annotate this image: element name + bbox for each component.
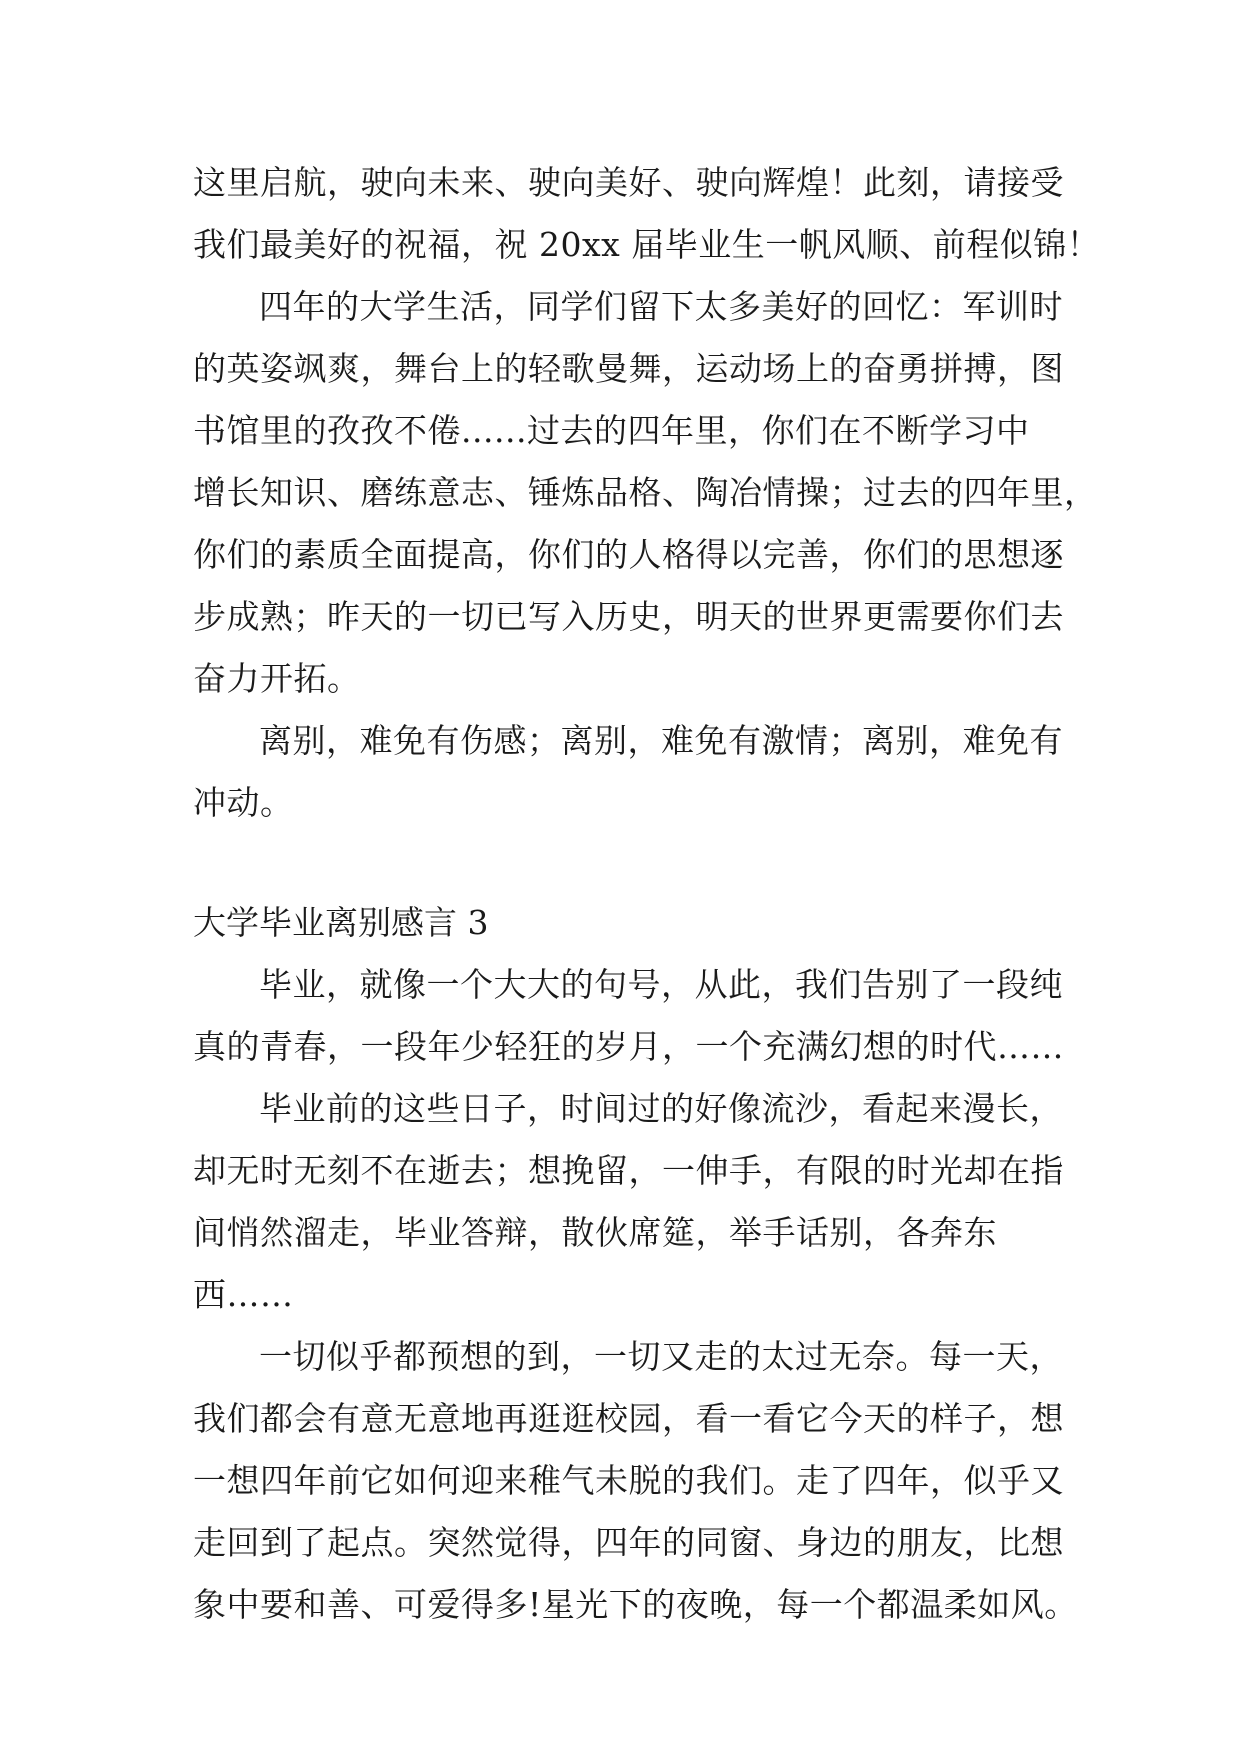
section-heading: 大学毕业离别感言 3 (193, 903, 489, 942)
section-spacer (193, 834, 1073, 892)
text-line: 走回到了起点。突然觉得，四年的同窗、身边的朋友，比想 (193, 1523, 1064, 1562)
text-line: 冲动。 (193, 783, 294, 822)
text-line: 一切似乎都预想的到，一切又走的太过无奈。每一天， (259, 1337, 1063, 1376)
text-line: 一想四年前它如何迎来稚气未脱的我们。走了四年，似乎又 (193, 1461, 1064, 1500)
text-line: 西…… (193, 1275, 294, 1314)
text-line: 你们的素质全面提高，你们的人格得以完善，你们的思想逐 (193, 535, 1064, 574)
text-line: 步成熟；昨天的一切已写入历史，明天的世界更需要你们去 (193, 597, 1064, 636)
text-line: 却无时无刻不在逝去；想挽留，一伸手，有限的时光却在指 (193, 1151, 1064, 1190)
text-line: 我们最美好的祝福，祝 20xx 届毕业生一帆风顺、前程似锦！ (193, 225, 1101, 264)
paragraph (193, 954, 1073, 1078)
text-line: 毕业，就像一个大大的句号，从此，我们告别了一段纯 (259, 965, 1063, 1004)
text-line: 这里启航，驶向未来、驶向美好、驶向辉煌！此刻，请接受 (193, 163, 1064, 202)
text-line: 书馆里的孜孜不倦......过去的四年里，你们在不断学习中 (193, 411, 1030, 450)
paragraph (193, 710, 1073, 834)
paragraph (193, 152, 1101, 276)
text-line: 离别，难免有伤感；离别，难免有激情；离别，难免有 (259, 721, 1063, 760)
document-page (193, 152, 1101, 1636)
text-line: 四年的大学生活，同学们留下太多美好的回忆：军训时 (259, 287, 1063, 326)
text-line: 奋力开拓。 (193, 659, 361, 698)
text-line: 间悄然溜走，毕业答辩，散伙席筵，举手话别，各奔东 (193, 1213, 997, 1252)
text-line: 我们都会有意无意地再逛逛校园，看一看它今天的样子，想 (193, 1399, 1064, 1438)
paragraph (193, 1326, 1078, 1636)
paragraph (193, 276, 1098, 710)
text-line: 的英姿飒爽，舞台上的轻歌曼舞，运动场上的奋勇拼搏，图 (193, 349, 1064, 388)
paragraph (193, 1078, 1073, 1326)
text-line: 真的青春，一段年少轻狂的岁月，一个充满幻想的时代…… (193, 1027, 1064, 1066)
text-line: 增长知识、磨练意志、锤炼品格、陶冶情操；过去的四年里， (193, 473, 1098, 512)
text-line: 象中要和善、可爱得多!星光下的夜晚，每一个都温柔如风。 (193, 1585, 1078, 1624)
text-line: 毕业前的这些日子，时间过的好像流沙，看起来漫长， (259, 1089, 1063, 1128)
